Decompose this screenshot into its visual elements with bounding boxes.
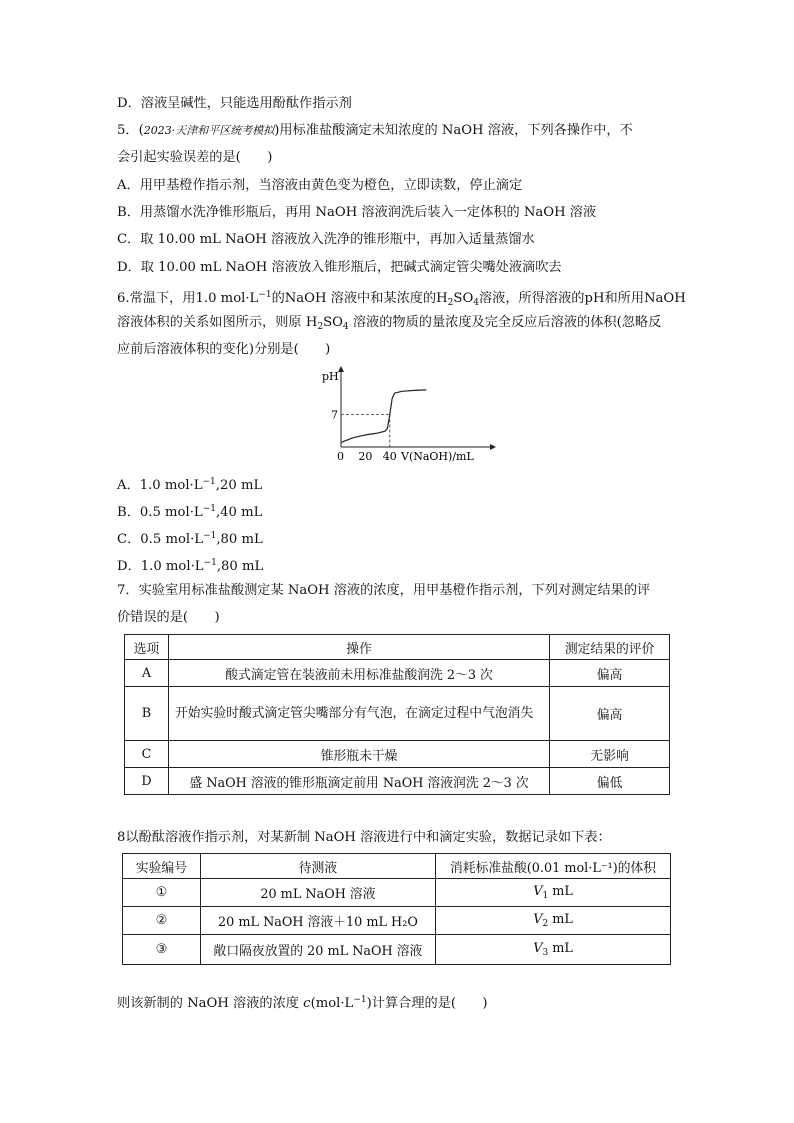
operation-cell: 开始实验时酸式滴定管尖嘴部分有气泡，在滴定过程中气泡消失 [168, 687, 549, 741]
experiment-number-cell: ① [123, 879, 201, 907]
ph-titration-chart [300, 364, 500, 466]
q7-table [124, 634, 670, 795]
q8-question-text: (mol·L [310, 996, 354, 1011]
q6-subscript: 4 [342, 322, 349, 332]
q5-stem-text: )用标准盐酸滴定未知浓度的 NaOH 溶液，下列各操作中，不 [274, 123, 633, 138]
q6-subscript: 2 [317, 322, 324, 332]
evaluation-cell: 偏高 [550, 687, 670, 741]
q8-question-text: )计算合理的是( ) [366, 996, 488, 1011]
x-axis-arrow [490, 444, 496, 450]
q7-stem-line2: 价错误的是( ) [117, 610, 220, 625]
volume-subscript: 2 [542, 919, 549, 929]
q6-stem-line3: 应前后溶液体积的变化)分别是( ) [117, 342, 331, 357]
q6b-text: ,40 mL [215, 505, 263, 520]
x-tick-label: 20 [358, 450, 373, 463]
y-axis-label: pH [322, 370, 339, 383]
volume-symbol: V [533, 884, 543, 899]
sample-cell: 20 mL NaOH 溶液＋10 mL H₂O [200, 907, 435, 935]
table-header: 选项 [125, 635, 169, 660]
volume-subscript: 1 [542, 891, 549, 901]
operation-cell: 锥形瓶未干燥 [168, 741, 549, 768]
sample-cell: 20 mL NaOH 溶液 [200, 879, 435, 907]
sample-cell: 敞口隔夜放置的 20 mL NaOH 溶液 [200, 935, 435, 965]
table-header-row [123, 854, 671, 879]
table-header: 测定结果的评价 [550, 635, 670, 660]
option-cell: D [125, 768, 169, 795]
q5-option-c: C．取 10.00 mL NaOH 溶液放入洗净的锥形瓶中，再加入适量蒸馏水 [117, 232, 535, 247]
q6-stem-part: SO [453, 291, 474, 306]
q6d-text: D．1.0 mol·L [117, 559, 204, 574]
q6-option-a [117, 473, 262, 495]
x-tick-label: 0 [337, 450, 344, 463]
q6b-text: B．0.5 mol·L [117, 505, 203, 520]
evaluation-cell: 偏高 [550, 660, 670, 687]
q7-stem: 7．实验室用标准盐酸测定某 NaOH 溶液的浓度，用甲基橙作指示剂，下列对测定结果的评 [117, 583, 651, 598]
x-tick-label: 40 [382, 450, 397, 463]
volume-subscript: 3 [542, 948, 549, 958]
q5-stem-line2: 会引起实验误差的是( ) [117, 150, 273, 165]
table-row [125, 741, 670, 768]
table-row [125, 687, 670, 741]
q6-stem-part: 溶液的物质的量浓度及完全反应后溶液的体积(忽略反 [348, 315, 662, 330]
option-cell: B [125, 687, 169, 741]
q6a-superscript: −1 [202, 477, 216, 487]
experiment-number-cell: ③ [123, 935, 201, 965]
table-row [125, 660, 670, 687]
volume-cell [436, 879, 671, 907]
q5-stem [117, 122, 633, 140]
q6c-text: C．0.5 mol·L [117, 532, 204, 547]
titration-curve-line [341, 390, 426, 443]
q6d-text: ,80 mL [216, 559, 264, 574]
q6-stem-part: SO [323, 315, 343, 330]
q6-stem [117, 286, 686, 312]
q6-superscript: −1 [258, 290, 272, 300]
q6a-text: ,20 mL [215, 478, 263, 493]
table-row [123, 879, 671, 907]
q8-question [117, 991, 488, 1013]
q6-stem-part: 6.常温下，用1.0 mol·L [117, 291, 259, 306]
q6-stem-part: 的NaOH 溶液中和某浓度的H [271, 291, 448, 306]
q8-superscript: −1 [353, 995, 367, 1005]
q6-stem-part: 溶液体积的关系如图所示，则原 H [117, 315, 318, 330]
q5-number: 5．( [117, 123, 144, 138]
q8-stem: 8以酚酞溶液作指示剂，对某新制 NaOH 溶液进行中和滴定实验，数据记录如下表： [117, 830, 611, 845]
volume-unit: mL [548, 884, 573, 899]
table-header: 实验编号 [123, 854, 201, 879]
q6d-superscript: −1 [203, 558, 217, 568]
q8-question-text: 则该新制的 NaOH 溶液的浓度 [117, 996, 304, 1011]
operation-cell: 盛 NaOH 溶液的锥形瓶滴定前用 NaOH 溶液润洗 2～3 次 [168, 768, 549, 795]
q6-option-b [117, 500, 262, 522]
evaluation-cell: 无影响 [550, 741, 670, 768]
q6-subscript: 2 [447, 298, 454, 308]
q8-concentration-symbol: c [303, 996, 311, 1011]
q5-option-b: B．用蒸馏水洗净锥形瓶后，再用 NaOH 溶液润洗后装入一定体积的 NaOH 溶液 [117, 205, 597, 220]
table-row [123, 935, 671, 965]
table-row [125, 768, 670, 795]
q5-source: 2023·天津和平区统考模拟 [143, 124, 275, 137]
q6b-superscript: −1 [202, 504, 216, 514]
table-header: 操作 [168, 635, 549, 660]
experiment-number-cell: ② [123, 907, 201, 935]
q6c-text: ,80 mL [216, 532, 263, 547]
volume-symbol: V [533, 941, 543, 956]
table-header-row [125, 635, 670, 660]
q8-table [122, 853, 671, 965]
q5-option-d: D．取 10.00 mL NaOH 溶液放入锥形瓶后，把碱式滴定管尖嘴处液滴吹去 [117, 260, 562, 275]
option-cell: A [125, 660, 169, 687]
volume-symbol: V [533, 912, 543, 927]
volume-unit: mL [548, 912, 573, 927]
x-axis-label: V(NaOH)/mL [401, 450, 474, 463]
volume-cell [436, 935, 671, 965]
option-cell: C [125, 741, 169, 768]
table-header: 待测液 [200, 854, 435, 879]
y-tick-label: 7 [331, 408, 338, 422]
evaluation-cell: 偏低 [550, 768, 670, 795]
q6c-superscript: −1 [203, 531, 217, 541]
q6-option-c [117, 527, 263, 549]
q6-option-d [117, 554, 263, 576]
q6-subscript: 4 [473, 298, 479, 308]
q5-option-a: A．用甲基橙作指示剂，当溶液由黄色变为橙色，立即读数，停止滴定 [117, 178, 523, 193]
table-header: 消耗标准盐酸(0.01 mol·L⁻¹)的体积 [436, 854, 671, 879]
operation-cell: 酸式滴定管在装液前未用标准盐酸润洗 2～3 次 [168, 660, 549, 687]
q4-option-d: D．溶液呈碱性，只能选用酚酞作指示剂 [117, 96, 352, 111]
q6-stem-part: 溶液，所得溶液的pH和所用NaOH [479, 291, 686, 306]
y-axis-arrow [338, 366, 344, 372]
q6a-text: A．1.0 mol·L [117, 478, 203, 493]
volume-unit: mL [548, 941, 573, 956]
volume-cell [436, 907, 671, 935]
table-row [123, 907, 671, 935]
q6-stem-line2 [117, 314, 661, 336]
